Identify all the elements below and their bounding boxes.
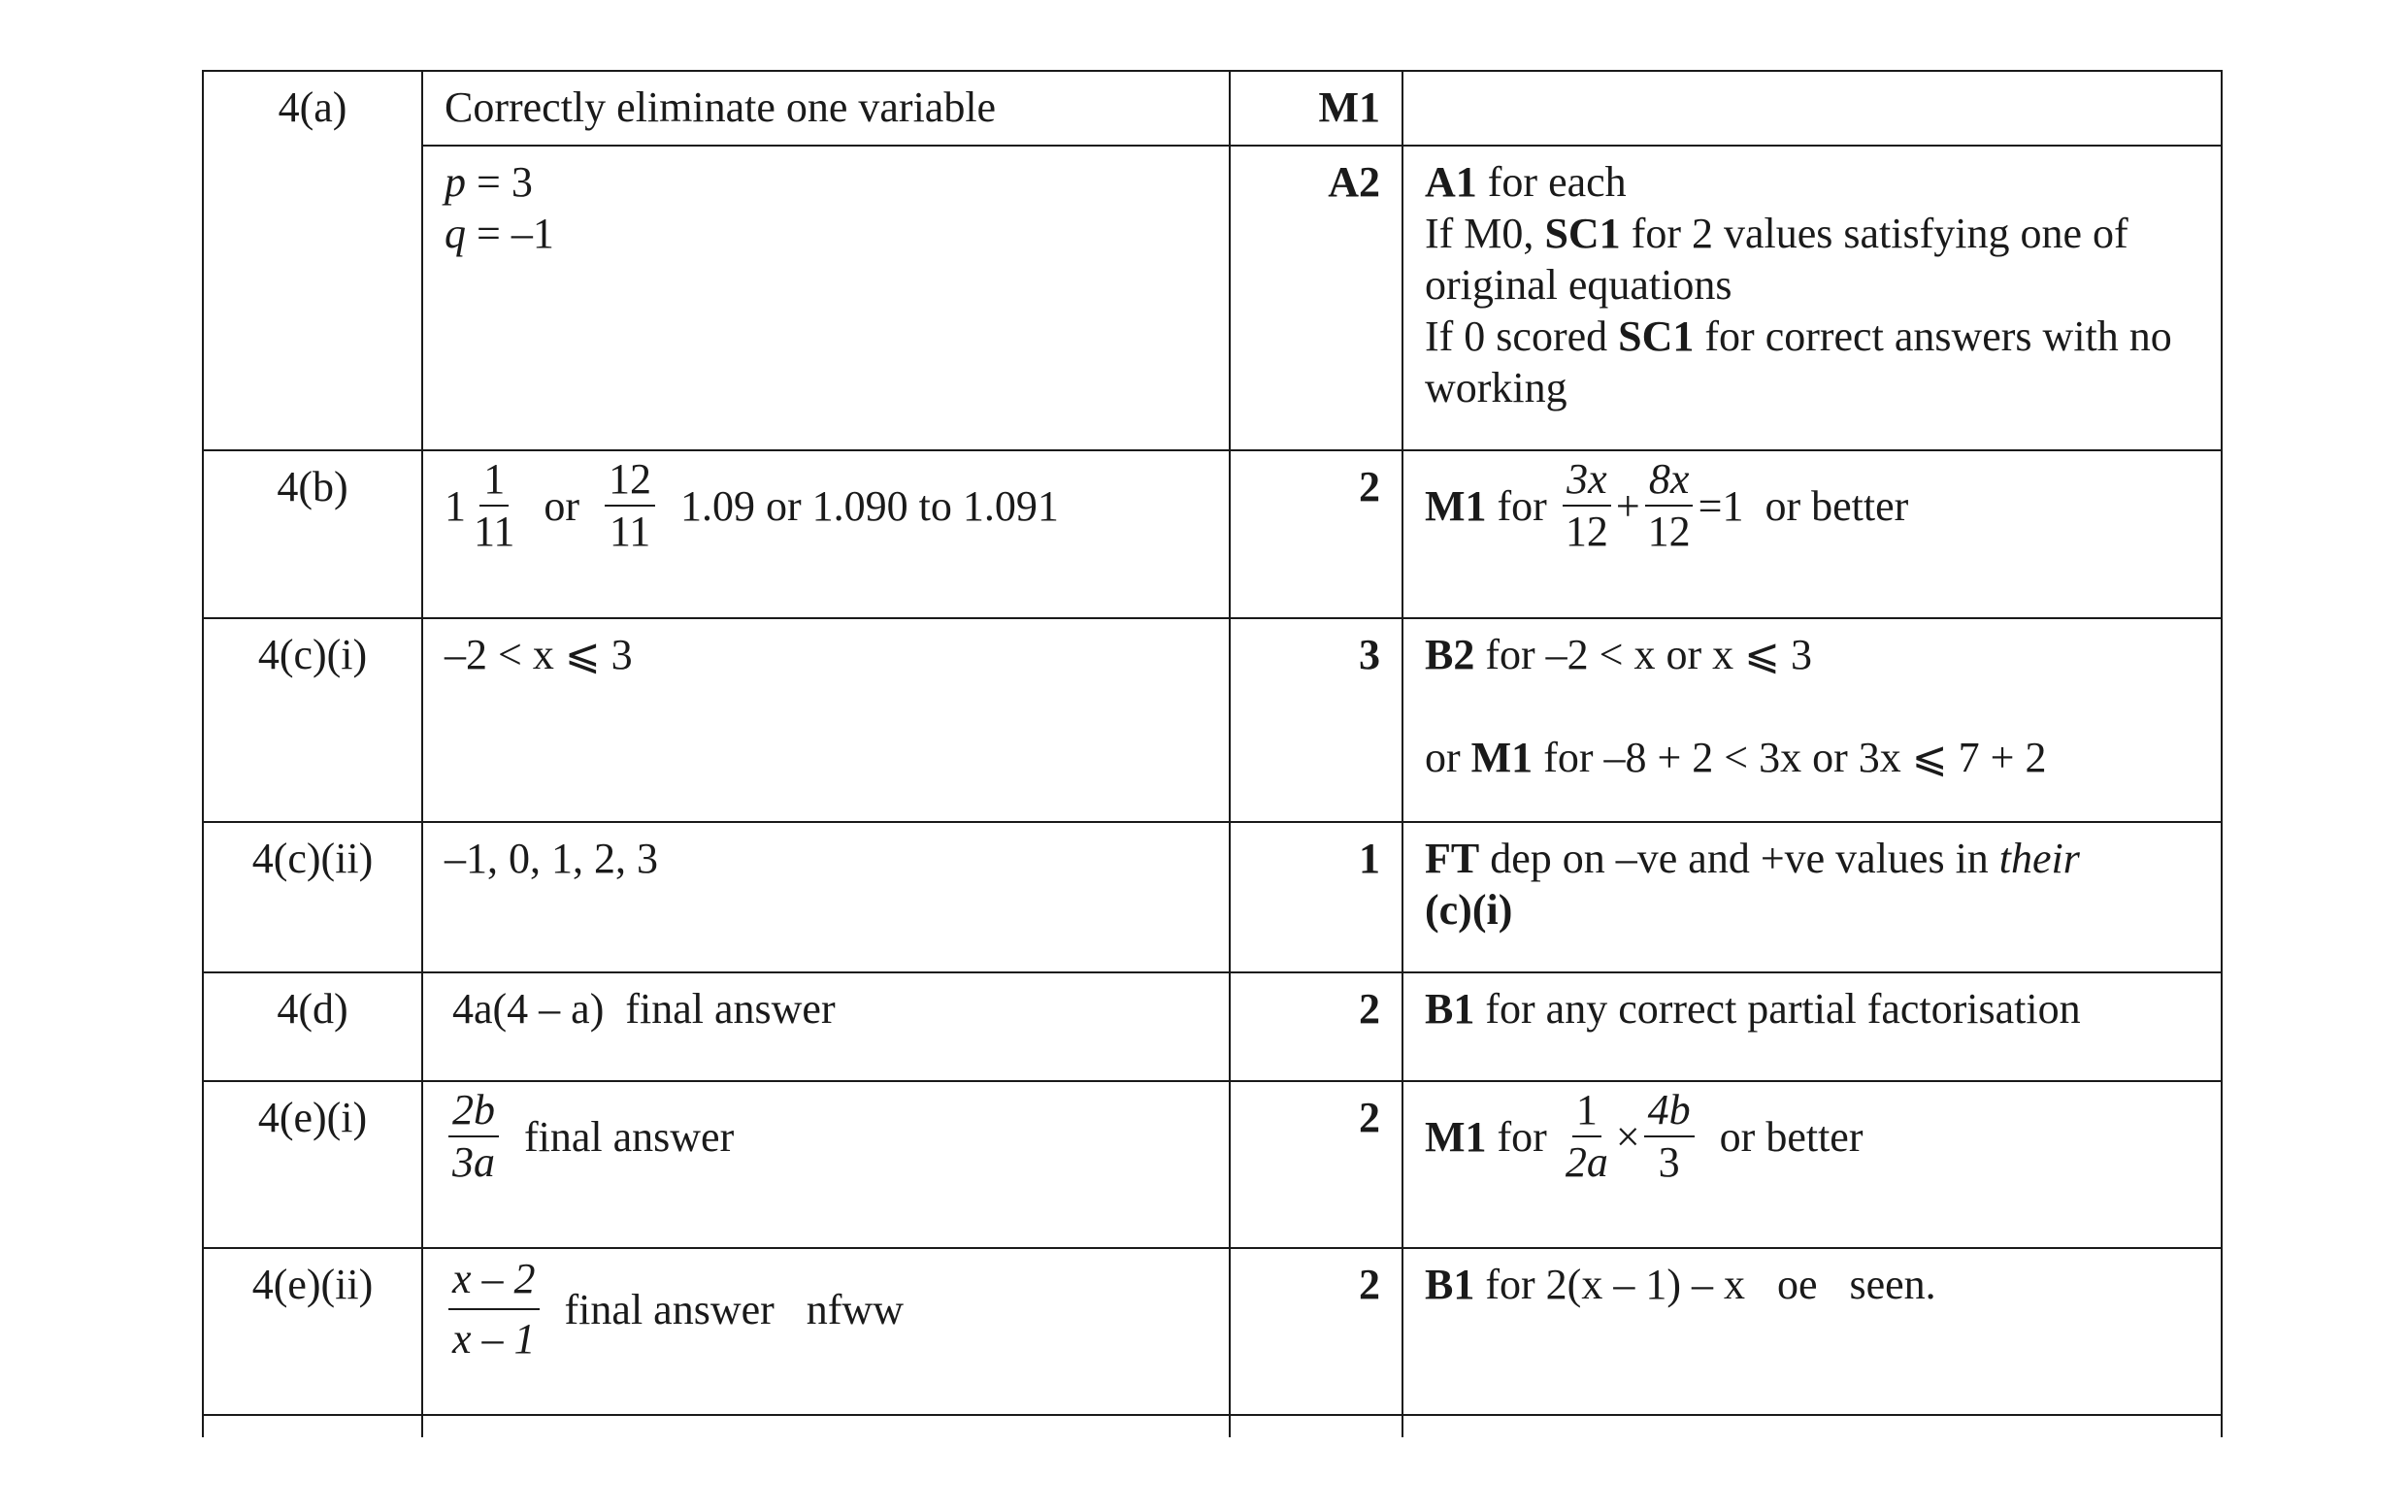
guidance-text: for any correct partial factorisation <box>1474 985 2081 1033</box>
guidance-cell <box>1402 450 2222 618</box>
mark-code: SC1 <box>1618 312 1695 360</box>
guidance-cell <box>1402 822 2222 972</box>
answer-cell <box>422 146 1230 450</box>
guidance-cell <box>1402 972 2222 1081</box>
fraction: $\frac{2b}{3a}$ <box>448 1089 499 1184</box>
answer-cell: Correctly eliminate one variable <box>422 71 1230 146</box>
mark-code: M1 <box>1470 734 1534 781</box>
guidance-text: for –8 + 2 < 3x or 3x ⩽ 7 + 2 <box>1533 734 2047 781</box>
guidance-cell <box>1402 71 2222 146</box>
variable-q: q <box>445 210 466 257</box>
fraction: $\frac{3x}{12}$ <box>1562 458 1612 553</box>
table-row <box>203 618 2222 822</box>
guidance-text: or better <box>1765 481 1909 530</box>
operator: + <box>1615 481 1640 530</box>
answer-cell: –1, 0, 1, 2, 3 <box>422 822 1230 972</box>
answer-cell: –2 < x ⩽ 3 <box>422 618 1230 822</box>
table-row <box>203 450 2222 618</box>
mark-code: M1 <box>1425 1112 1487 1161</box>
guidance-text: (c)(i) <box>1425 886 1513 934</box>
guidance-text: If 0 scored <box>1425 312 1619 360</box>
question-number: 4(c)(ii) <box>203 822 422 972</box>
mark-cell: A2 <box>1230 146 1402 450</box>
guidance-cell <box>1402 1081 2222 1248</box>
operator: × <box>1615 1112 1640 1161</box>
fraction: $\frac{12}{11}$ <box>605 458 655 553</box>
guidance-cell <box>1402 146 2222 450</box>
operator: =1 <box>1698 481 1744 530</box>
table-row <box>203 1248 2222 1415</box>
mark-cell: 1 <box>1230 822 1402 972</box>
guidance-text: their <box>1998 835 2080 882</box>
answer-cell <box>422 1248 1230 1415</box>
mark-cell: 3 <box>1230 618 1402 822</box>
answer-text: final answer <box>524 1112 735 1161</box>
table-row-continuation <box>203 1415 2222 1437</box>
question-number: 4(d) <box>203 972 422 1081</box>
variable-p: p <box>445 158 466 206</box>
fraction: $\frac{8x}{12}$ <box>1644 458 1695 553</box>
guidance-text: If M0, <box>1425 210 1545 257</box>
answer-cell <box>422 450 1230 618</box>
question-number: 4(e)(ii) <box>203 1248 422 1415</box>
answer-text: final answer <box>625 985 836 1033</box>
mark-cell: 2 <box>1230 1081 1402 1248</box>
question-number: 4(a) <box>203 71 422 450</box>
fraction: $\frac{4b}{3}$ <box>1644 1089 1695 1184</box>
mark-code: FT <box>1425 835 1480 882</box>
answer-text: 1.09 or 1.090 to 1.091 <box>680 481 1059 530</box>
answer-cell <box>422 1081 1230 1248</box>
mixed-whole: 1 <box>445 481 466 530</box>
question-number: 4(c)(i) <box>203 618 422 822</box>
table-row <box>203 146 2222 450</box>
guidance-text: for each <box>1476 158 1627 206</box>
table-row <box>203 822 2222 972</box>
guidance-text: or <box>1425 734 1471 781</box>
fraction: $\frac{1}{2a}$ <box>1565 1086 1608 1186</box>
question-number: 4(b) <box>203 450 422 618</box>
guidance-text: for 2(x – 1) – x oe seen. <box>1474 1261 1936 1308</box>
guidance-text: dep on –ve and +ve values in <box>1479 835 1999 882</box>
mark-scheme-table <box>202 70 2223 1437</box>
mark-code: A1 <box>1425 158 1477 206</box>
mark-code: B1 <box>1425 1261 1475 1308</box>
guidance-text: for correct answers with no working <box>1425 312 2172 411</box>
answer-text: final answer nfww <box>564 1285 904 1333</box>
value-p: = 3 <box>466 158 533 206</box>
table-row <box>203 1081 2222 1248</box>
mark-cell: M1 <box>1230 71 1402 146</box>
value-q: = –1 <box>466 210 554 257</box>
mark-code: SC1 <box>1544 210 1621 257</box>
mark-cell: 2 <box>1230 972 1402 1081</box>
guidance-text: for <box>1486 481 1558 530</box>
guidance-text: for <box>1486 1112 1558 1161</box>
fraction: $\frac{x - 2}{x - 1}$ <box>448 1254 540 1364</box>
answer-expression: 4a(4 – a) <box>452 985 605 1033</box>
guidance-text: for –2 < x or x ⩽ 3 <box>1474 631 1812 678</box>
mark-code: M1 <box>1425 481 1487 530</box>
table-row <box>203 71 2222 146</box>
answer-cell <box>422 972 1230 1081</box>
mark-cell: 2 <box>1230 1248 1402 1415</box>
mark-cell: 2 <box>1230 450 1402 618</box>
guidance-cell <box>1402 618 2222 822</box>
guidance-text: for 2 values satisfying one of original equations <box>1425 210 2128 309</box>
connector-text: or <box>544 481 580 530</box>
guidance-cell <box>1402 1248 2222 1415</box>
fraction: $\frac{1}{11}$ <box>474 455 515 555</box>
mark-code: B2 <box>1425 631 1475 678</box>
question-number: 4(e)(i) <box>203 1081 422 1248</box>
guidance-text: or better <box>1719 1112 1864 1161</box>
mark-code: B1 <box>1425 985 1475 1033</box>
table-row <box>203 972 2222 1081</box>
